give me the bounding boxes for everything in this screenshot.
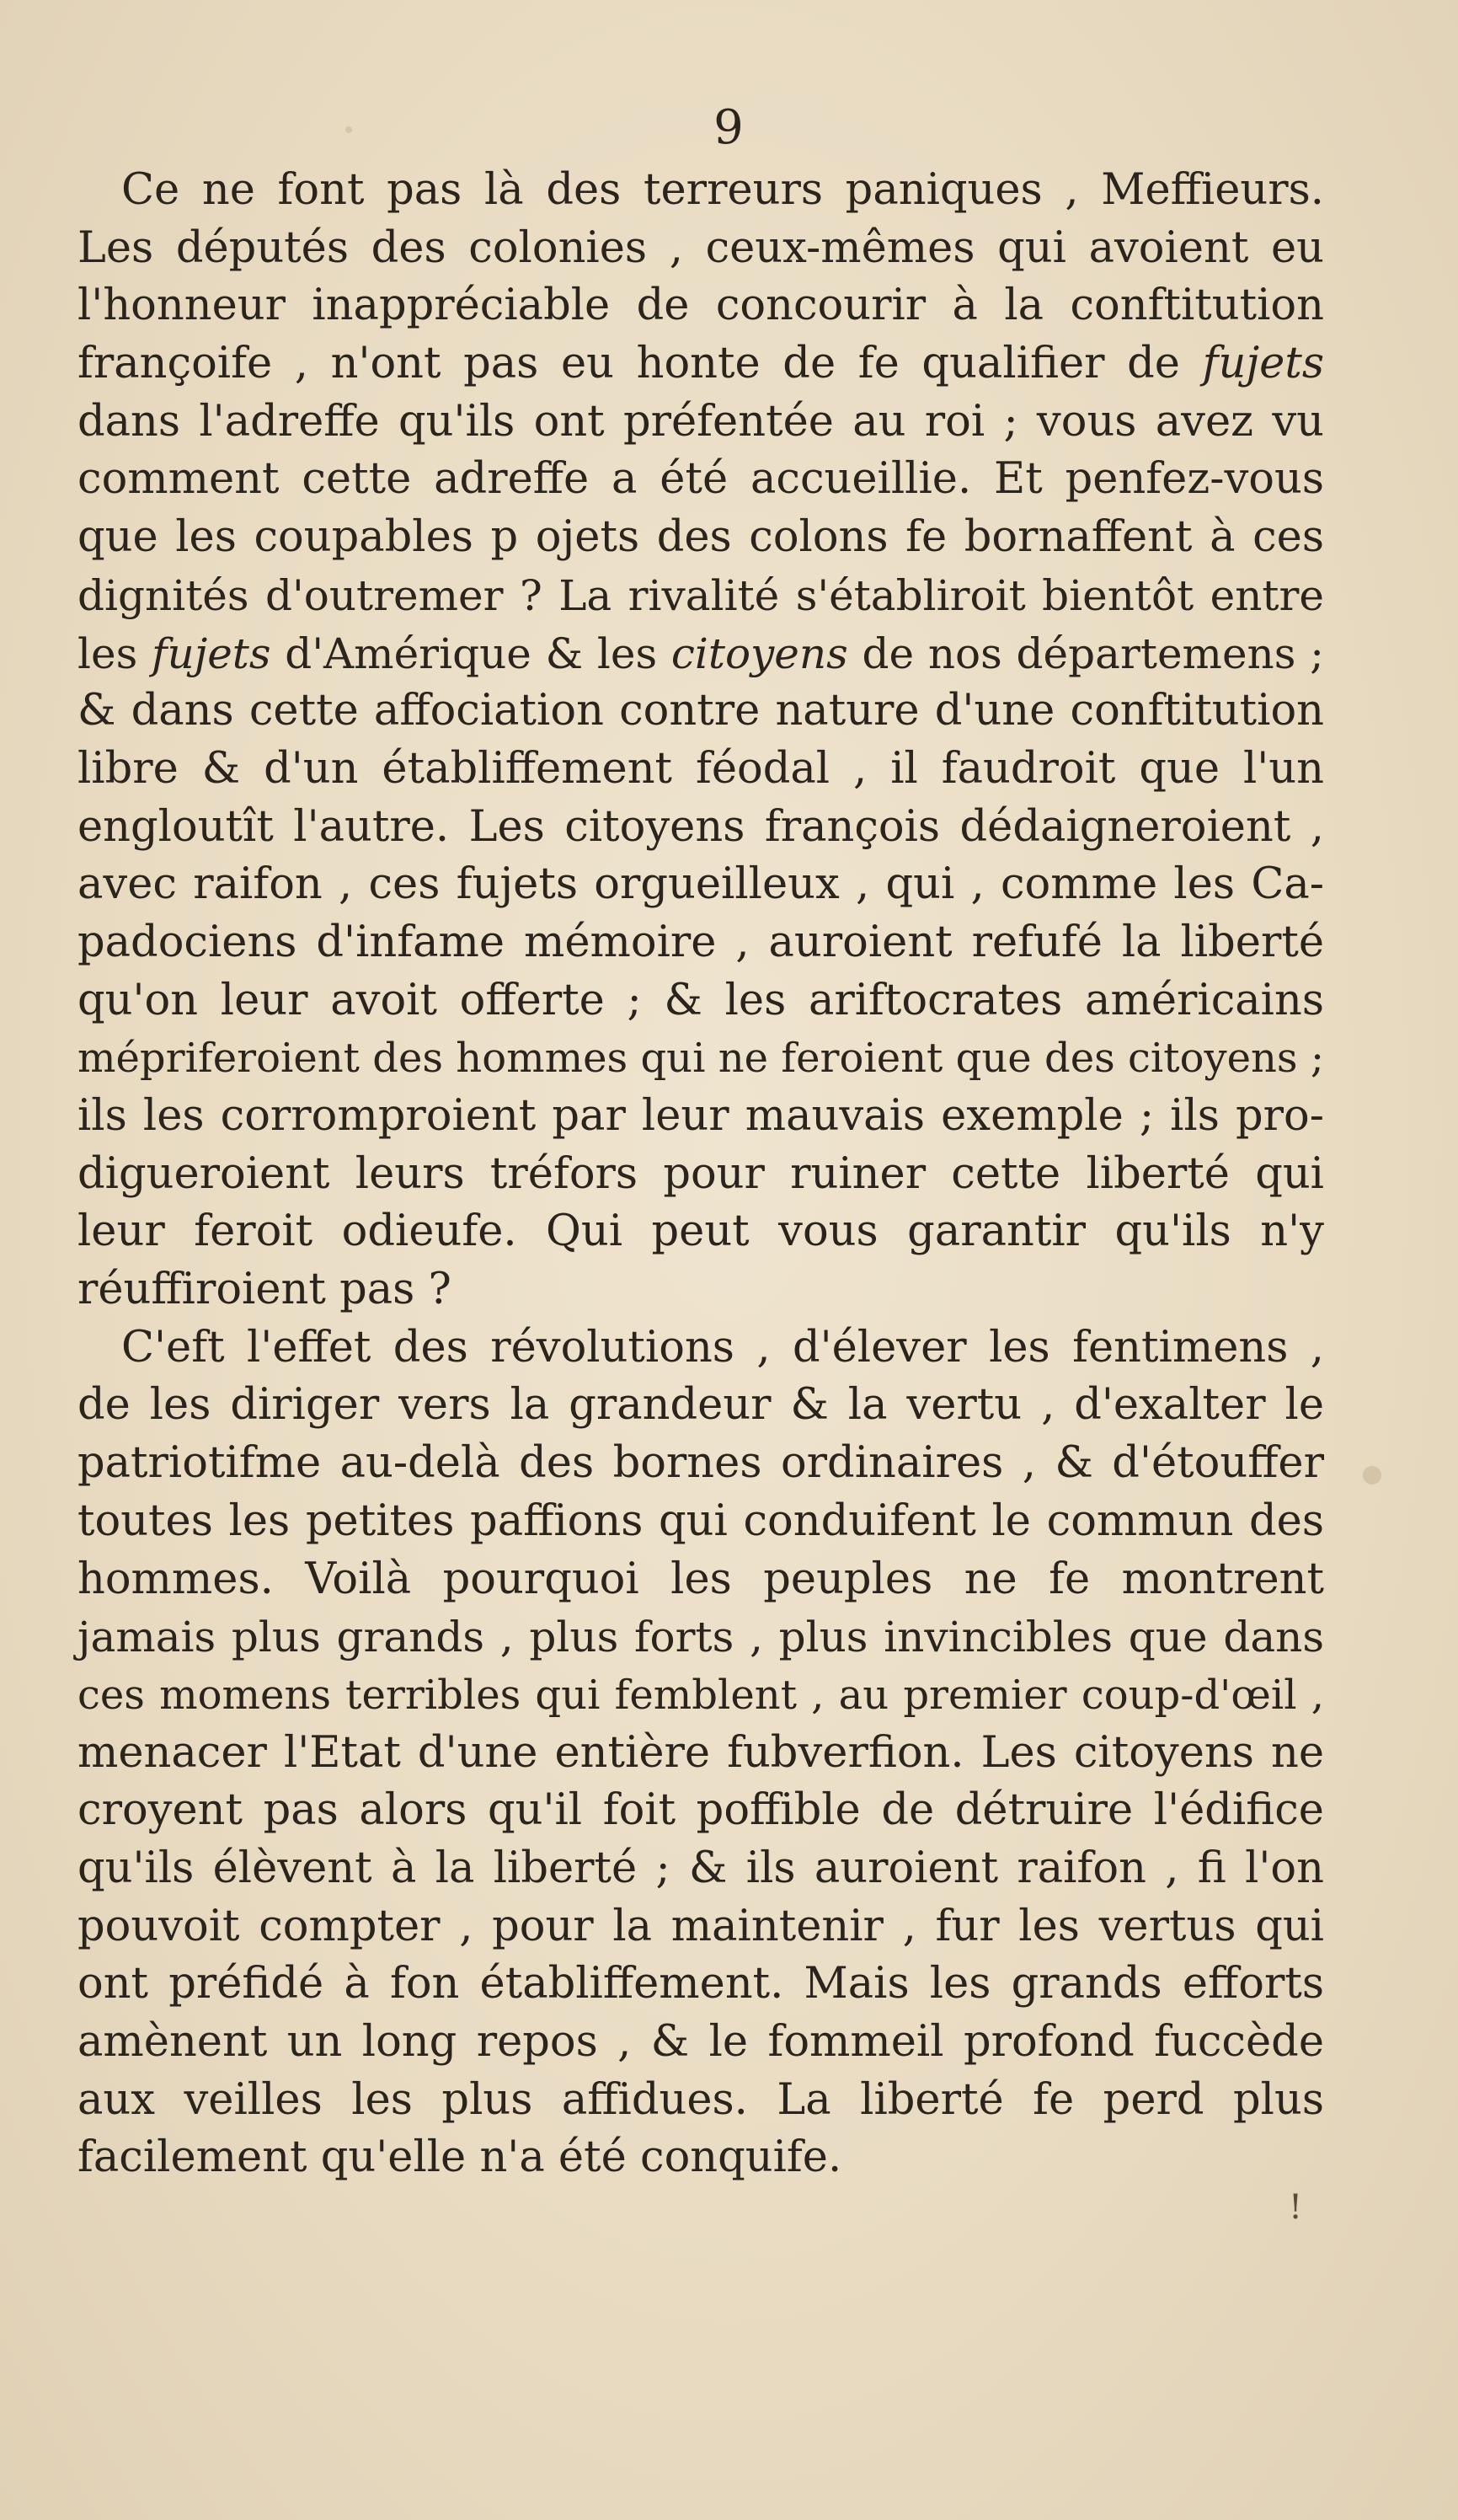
text-line <box>77 1898 1324 1956</box>
text-segment: de nos départemens ; <box>847 629 1325 678</box>
text-line <box>77 335 1324 393</box>
text-segment: toutes les petites paffions qui conduifent le commun des <box>77 1495 1324 1546</box>
text-line <box>77 914 1324 972</box>
text-line <box>77 220 1324 278</box>
text-segment: patriotifme au-delà des bornes ordinaires , & d'étouffer <box>77 1438 1324 1489</box>
italic-text: fujets <box>1202 339 1324 389</box>
body-text <box>77 162 1324 2187</box>
text-segment: & dans cette affociation contre nature d'une conftitution <box>77 686 1324 736</box>
text-line <box>77 1493 1324 1551</box>
text-line <box>77 2129 1324 2187</box>
text-line <box>77 277 1324 335</box>
text-segment: les <box>77 629 152 678</box>
text-segment: mépriferoient des hommes qui ne feroient que des citoyens ; <box>77 1035 1324 1083</box>
text-segment: avec raifon , ces fujets orgueilleux , qui , comme les Ca- <box>77 859 1324 910</box>
text-line <box>77 1608 1324 1667</box>
text-segment: hommes. Voilà pourquoi les peuples ne fe montrent <box>77 1554 1324 1604</box>
text-line <box>77 1261 1324 1319</box>
text-segment: ces momens terribles qui femblent , au premier coup-d'œil , <box>77 1671 1324 1719</box>
text-line <box>77 1319 1324 1378</box>
text-line <box>77 682 1324 741</box>
text-line <box>77 1030 1324 1088</box>
text-segment: leur feroit odieufe. Qui peut vous garantir qu'ils n'y <box>77 1206 1324 1257</box>
text-line <box>77 2014 1324 2072</box>
text-line <box>77 856 1324 914</box>
text-segment: françoife , n'ont pas eu honte de fe qualifier de <box>77 339 1203 389</box>
text-segment: que les coupables p ojets des colons fe bornaffent à ces <box>77 512 1324 563</box>
text-line <box>77 972 1324 1030</box>
text-line <box>77 2072 1324 2130</box>
text-segment: Les députés des colonies , ceux-mêmes qui avoient eu <box>77 222 1324 273</box>
text-line <box>77 1956 1324 2014</box>
text-line <box>77 1203 1324 1261</box>
text-segment: dignités d'outremer ? La rivalité s'établiroit bientôt entre <box>77 570 1324 620</box>
text-segment: l'honneur inappréciable de concourir à la conftitution <box>77 281 1324 331</box>
text-segment: digueroient leurs tréfors pour ruiner cette liberté qui <box>77 1148 1324 1199</box>
text-segment: réuffiroient pas ? <box>77 1265 451 1315</box>
text-line <box>77 1435 1324 1493</box>
text-line <box>77 1840 1324 1898</box>
text-segment: facilement qu'elle n'a été conquife. <box>77 2132 842 2183</box>
text-line <box>77 1146 1324 1204</box>
text-segment: jamais plus grands , plus forts , plus invincibles que dans <box>77 1613 1324 1662</box>
text-segment: aux veilles les plus affidues. La liberté fe perd plus <box>77 2074 1324 2125</box>
text-segment: de les diriger vers la grandeur & la vertu , d'exalter le <box>77 1380 1324 1431</box>
text-line <box>77 393 1324 452</box>
text-line <box>77 741 1324 799</box>
text-line <box>77 1667 1324 1725</box>
text-segment: pouvoit compter , pour la maintenir , fur les vertus qui <box>77 1901 1324 1951</box>
text-segment: comment cette adreffe a été accueillie. Et penfez-vous <box>77 454 1324 505</box>
italic-text: citoyens <box>670 629 848 678</box>
text-segment: C'eft l'effet des révolutions , d'élever les fentimens , <box>121 1322 1324 1372</box>
text-segment: ont préfidé à fon établiffement. Mais les grands efforts <box>77 1959 1324 2009</box>
text-segment: croyent pas alors qu'il foit poffible de détruire l'édifice <box>77 1785 1324 1836</box>
text-line <box>77 567 1324 625</box>
text-segment: ils les corromproient par leur mauvais exemple ; ils pro- <box>77 1091 1324 1141</box>
text-segment: menacer l'Etat d'une entière fubverfion. Les citoyens ne <box>77 1727 1324 1778</box>
text-segment: qu'ils élèvent à la liberté ; & ils auroient raifon , fi l'on <box>77 1843 1324 1893</box>
text-segment: libre & d'un établiffement féodal , il faudroit que l'un <box>77 743 1324 794</box>
stray-mark: ! <box>1289 2188 1303 2227</box>
foxing-spot <box>1363 1466 1381 1485</box>
text-segment: Ce ne font pas là des terreurs paniques , Meffieurs. <box>121 165 1324 215</box>
text-segment: engloutît l'autre. Les citoyens françois dédaigneroient , <box>77 801 1324 852</box>
text-line <box>77 1088 1324 1146</box>
text-line <box>77 451 1324 509</box>
italic-text: fujets <box>152 629 271 678</box>
text-line <box>77 799 1324 857</box>
text-line <box>77 1551 1324 1609</box>
text-line <box>77 162 1324 220</box>
text-segment: dans l'adreffe qu'ils ont préfentée au roi ; vous avez vu <box>77 396 1324 447</box>
text-segment: padociens d'infame mémoire , auroient refufé la liberté <box>77 917 1324 967</box>
text-segment: d'Amérique & les <box>270 629 671 678</box>
text-segment: amènent un long repos , & le fommeil profond fuccède <box>77 2017 1324 2067</box>
page-number: 9 <box>713 100 745 155</box>
text-segment: qu'on leur avoit offerte ; & les ariftocrates américains <box>77 975 1324 1025</box>
text-line <box>77 1377 1324 1435</box>
text-line <box>77 625 1324 683</box>
text-line <box>77 1782 1324 1840</box>
text-line <box>77 1725 1324 1783</box>
text-line <box>77 509 1324 567</box>
